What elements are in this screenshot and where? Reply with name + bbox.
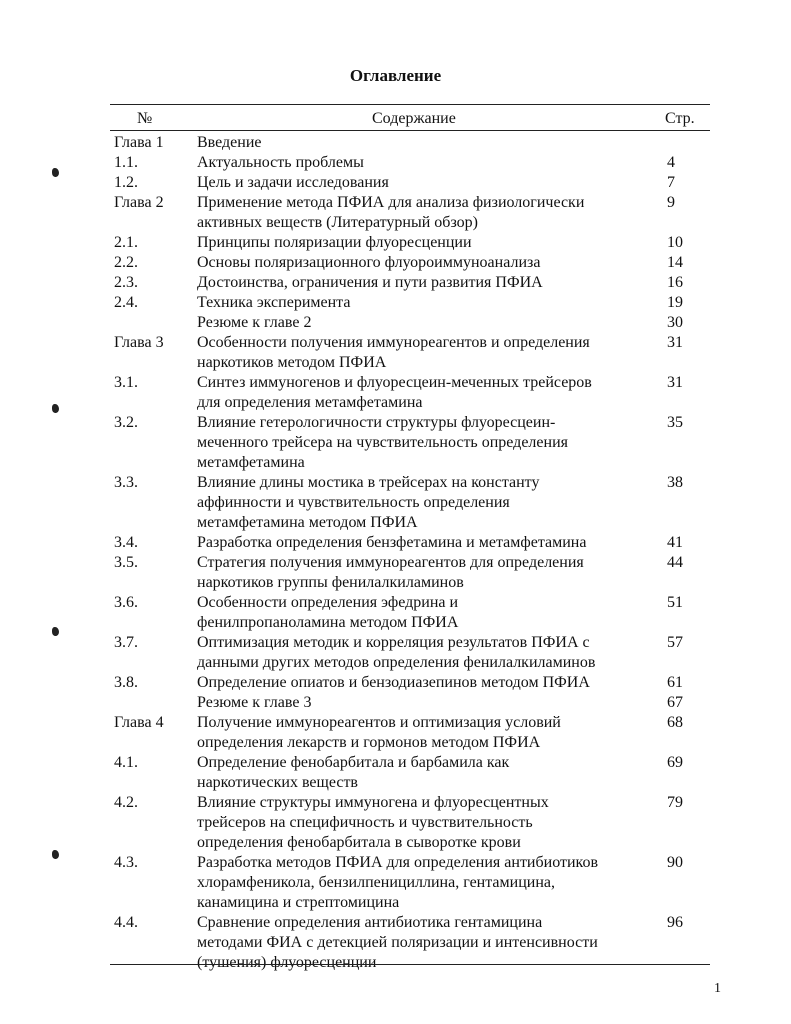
toc-title-line: метамфетамина	[197, 454, 305, 471]
toc-page: 41	[667, 534, 683, 551]
toc-page: 4	[667, 154, 675, 171]
toc-number: 3.4.	[114, 534, 138, 551]
toc-title	[197, 593, 657, 633]
toc-page: 44	[667, 554, 683, 571]
toc-page: 14	[667, 254, 683, 271]
table-top-rule	[110, 104, 710, 105]
toc-row	[110, 473, 710, 533]
toc-title-line: Сравнение определения антибиотика гентамицина	[197, 914, 543, 931]
toc-title-line: Техника эксперимента	[197, 294, 351, 311]
toc-title-line: Резюме к главе 3	[197, 694, 312, 711]
toc-number: 3.8.	[114, 674, 138, 691]
toc-title-line: Резюме к главе 2	[197, 314, 312, 331]
toc-title	[197, 533, 657, 553]
toc-number: 4.4.	[114, 914, 138, 931]
toc-row	[110, 313, 710, 333]
toc-title-line: хлорамфеникола, бензилпенициллина, гентамицина,	[197, 874, 555, 891]
toc-number: 3.7.	[114, 634, 138, 651]
toc-title	[197, 293, 657, 313]
toc-title-line: Разработка определения бензфетамина и метамфетамина	[197, 534, 587, 551]
toc-row	[110, 173, 710, 193]
toc-page: 69	[667, 754, 683, 771]
toc-title	[197, 633, 657, 673]
toc-title-line: Цель и задачи исследования	[197, 174, 389, 191]
scan-speck	[52, 404, 59, 413]
toc-number: 2.4.	[114, 294, 138, 311]
toc-row	[110, 593, 710, 633]
toc-title	[197, 373, 657, 413]
toc-title	[197, 793, 657, 853]
table-header-rule	[110, 130, 710, 131]
toc-page	[657, 133, 712, 153]
toc-page: 7	[667, 174, 675, 191]
table-bottom-rule	[110, 964, 710, 965]
toc-number: 2.2.	[114, 254, 138, 271]
scan-speck	[52, 850, 59, 859]
toc-page: 68	[667, 714, 683, 731]
scan-speck	[52, 627, 59, 636]
toc-row	[110, 133, 710, 153]
toc-number: 3.6.	[114, 594, 138, 611]
toc-row	[110, 753, 710, 793]
toc-row	[110, 153, 710, 173]
toc-number: 3.1.	[114, 374, 138, 391]
toc-title-line: определения лекарств и гормонов методом ПФИА	[197, 734, 541, 751]
toc-title-line: Влияние гетерологичности структуры флуоресцеин-	[197, 414, 556, 431]
toc-title-line: наркотических веществ	[197, 774, 358, 791]
toc-row	[110, 293, 710, 313]
toc-title-line: Определение фенобарбитала и барбамила как	[197, 754, 510, 771]
toc-page: 10	[667, 234, 683, 251]
toc-title	[197, 193, 657, 233]
toc-row	[110, 533, 710, 553]
toc-title-line: Особенности определения эфедрина и	[197, 594, 459, 611]
toc-row	[110, 793, 710, 853]
toc-title-line: Определение опиатов и бензодиазепинов методом ПФИА	[197, 674, 590, 691]
toc-title	[197, 673, 657, 693]
toc-row	[110, 553, 710, 593]
toc-page: 35	[667, 414, 683, 431]
toc-title	[197, 253, 657, 273]
toc-title-line: Основы поляризационного флуороиммуноанализа	[197, 254, 541, 271]
toc-row	[110, 693, 710, 713]
toc-title-line: Получение иммунореагентов и оптимизация условий	[197, 714, 561, 731]
toc-page: 31	[667, 374, 683, 391]
toc-row	[110, 413, 710, 473]
toc-title	[197, 333, 657, 373]
toc-row	[110, 233, 710, 253]
toc-number: 4.1.	[114, 754, 138, 771]
toc-number	[110, 693, 197, 713]
toc-number: Глава 3	[114, 334, 164, 351]
toc-row	[110, 333, 710, 373]
page-number: 1	[714, 981, 721, 996]
header-content: Содержание	[372, 110, 456, 127]
toc-number: 2.3.	[114, 274, 138, 291]
toc-page: 67	[667, 694, 683, 711]
header-page: Стр.	[665, 110, 695, 127]
toc-title-line: трейсеров на специфичность и чувствительность	[197, 814, 533, 831]
toc-page: 16	[667, 274, 683, 291]
toc-title-line: Разработка методов ПФИА для определения антибиотиков	[197, 854, 599, 871]
toc-row	[110, 713, 710, 753]
toc-title-line: Стратегия получения иммунореагентов для определения	[197, 554, 584, 571]
toc-title-line: Влияние длины мостика в трейсерах на константу	[197, 474, 540, 491]
toc-title	[197, 153, 657, 173]
toc-page: 90	[667, 854, 683, 871]
toc-page: 57	[667, 634, 683, 651]
toc-title	[197, 173, 657, 193]
toc-title-line: фенилпропаноламина методом ПФИА	[197, 614, 459, 631]
toc-title	[197, 133, 657, 153]
toc-page: 38	[667, 474, 683, 491]
toc-number	[110, 313, 197, 333]
toc-number: 1.2.	[114, 174, 138, 191]
toc-page: 19	[667, 294, 683, 311]
toc-title	[197, 693, 657, 713]
toc-number: Глава 4	[114, 714, 164, 731]
toc-page: 31	[667, 334, 683, 351]
toc-title-line: наркотиков группы фенилалкиламинов	[197, 574, 464, 591]
toc-page: 96	[667, 914, 683, 931]
toc-title-line: Особенности получения иммунореагентов и определения	[197, 334, 590, 351]
toc-title-line: определения фенобарбитала в сыворотке крови	[197, 834, 521, 851]
toc-title	[197, 233, 657, 253]
toc-title	[197, 713, 657, 753]
toc-title-line: активных веществ (Литературный обзор)	[197, 214, 478, 231]
toc-title	[197, 473, 657, 533]
toc-title-line: Применение метода ПФИА для анализа физиологически	[197, 194, 585, 211]
toc-row	[110, 273, 710, 293]
scan-speck	[52, 168, 59, 177]
toc-title	[197, 553, 657, 593]
toc-title-line: Влияние структуры иммуногена и флуоресцентных	[197, 794, 549, 811]
toc-row	[110, 373, 710, 413]
toc-title-line: для определения метамфетамина	[197, 394, 423, 411]
toc-number: 3.5.	[114, 554, 138, 571]
toc-title-line: Оптимизация методик и корреляция результатов ПФИА с	[197, 634, 590, 651]
page-title: Оглавление	[349, 66, 442, 85]
toc-row	[110, 193, 710, 233]
toc-title-line: Принципы поляризации флуоресценции	[197, 234, 472, 251]
toc-title	[197, 413, 657, 473]
toc-page: 51	[667, 594, 683, 611]
toc-title-line: Достоинства, ограничения и пути развития ПФИА	[197, 274, 543, 291]
toc-title-line: наркотиков методом ПФИА	[197, 354, 387, 371]
toc-title-line: метамфетамина методом ПФИА	[197, 514, 418, 531]
header-number: №	[137, 110, 153, 127]
toc-page: 61	[667, 674, 683, 691]
toc-number: Глава 1	[114, 134, 164, 151]
toc-title-line: данными других методов определения фенилалкиламинов	[197, 654, 596, 671]
toc-title-line: меченного трейсера на чувствительность определения	[197, 434, 568, 451]
toc-row	[110, 853, 710, 913]
toc-row	[110, 253, 710, 273]
toc-number: Глава 2	[114, 194, 164, 211]
toc-row	[110, 673, 710, 693]
toc-title-line: канамицина и стрептомицина	[197, 894, 400, 911]
toc-title-line: аффинности и чувствительность определения	[197, 494, 510, 511]
toc-title	[197, 753, 657, 793]
toc-number: 2.1.	[114, 234, 138, 251]
toc-title-line: Введение	[197, 134, 262, 151]
toc-page: 30	[667, 314, 683, 331]
toc-number: 4.2.	[114, 794, 138, 811]
toc-title-line: методами ФИА с детекцией поляризации и интенсивности	[197, 934, 598, 951]
toc-number: 1.1.	[114, 154, 138, 171]
toc-title-line: (тушения) флуоресценции	[197, 954, 377, 971]
toc-title-line: Синтез иммуногенов и флуоресцеин-меченных трейсеров	[197, 374, 592, 391]
toc-table	[110, 133, 710, 973]
toc-page: 79	[667, 794, 683, 811]
toc-title	[197, 313, 657, 333]
toc-number: 3.2.	[114, 414, 138, 431]
toc-row	[110, 633, 710, 673]
toc-title	[197, 853, 657, 913]
toc-title-line: Актуальность проблемы	[197, 154, 364, 171]
toc-page: 9	[667, 194, 675, 211]
toc-number: 4.3.	[114, 854, 138, 871]
toc-title	[197, 273, 657, 293]
toc-number: 3.3.	[114, 474, 138, 491]
table-header	[110, 110, 710, 130]
